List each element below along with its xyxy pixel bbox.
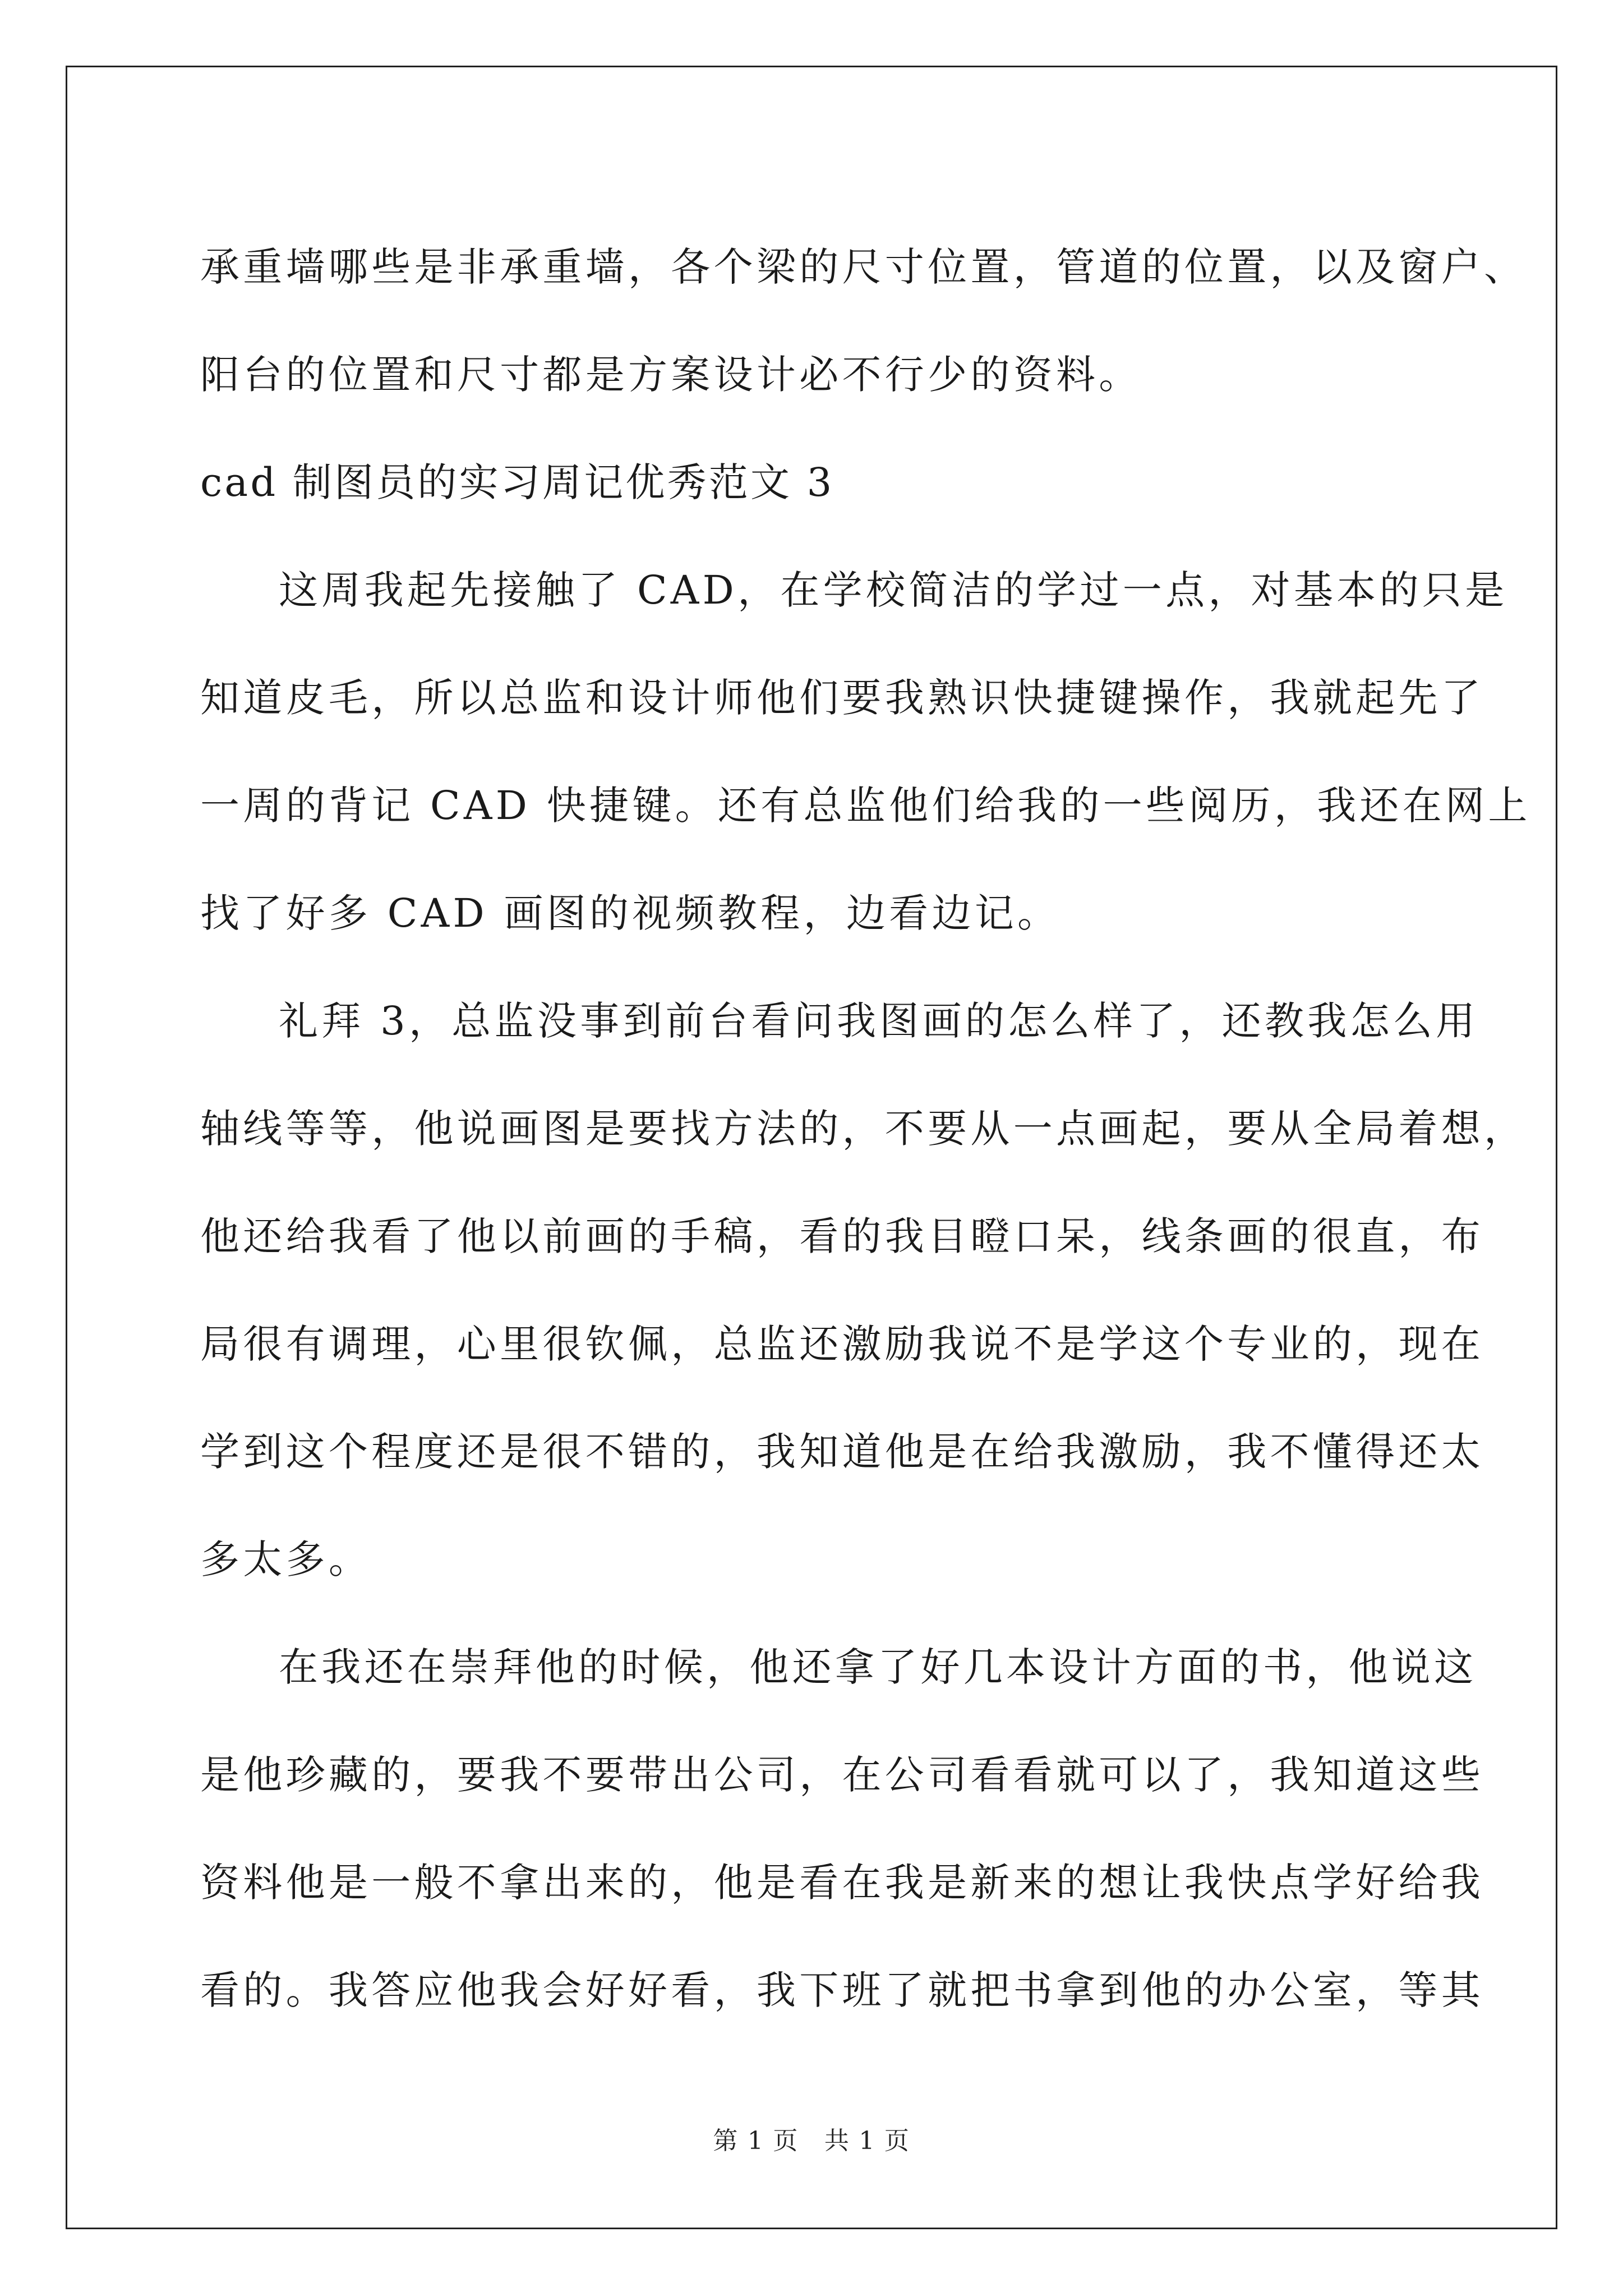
text-line: 是他珍藏的，要我不要带出公司，在公司看看就可以了，我知道这些 [200, 1752, 1484, 1798]
page-footer: 第 1 页 共 1 页 [713, 2127, 910, 2155]
text-line: 承重墙哪些是非承重墙，各个梁的尺寸位置，管道的位置，以及窗户、 [200, 244, 1527, 290]
text-line: 轴线等等，他说画图是要找方法的，不要从一点画起，要从全局着想， [200, 1106, 1527, 1152]
text-line: 看的。我答应他我会好好看，我下班了就把书拿到他的办公室，等其 [200, 1967, 1484, 2013]
text-line: 阳台的位置和尺寸都是方案设计必不行少的资料。 [200, 352, 1142, 398]
text-line: 一周的背记 CAD 快捷键。还有总监他们给我的一些阅历，我还在网上 [200, 783, 1531, 829]
paragraph-start-line: 这周我起先接触了 CAD，在学校简洁的学过一点，对基本的只是 [279, 567, 1508, 613]
text-line: 局很有调理，心里很钦佩，总监还激励我说不是学这个专业的，现在 [200, 1321, 1484, 1367]
text-line: 多太多。 [200, 1536, 372, 1582]
text-line: 他还给我看了他以前画的手稿，看的我目瞪口呆，线条画的很直，布 [200, 1213, 1484, 1259]
paragraph-start-line: 礼拜 3，总监没事到前台看问我图画的怎么样了，还教我怎么用 [279, 998, 1479, 1044]
text-line: 资料他是一般不拿出来的，他是看在我是新来的想让我快点学好给我 [200, 1860, 1484, 1906]
section-heading: cad 制图员的实习周记优秀范文 3 [200, 459, 834, 505]
text-line: 知道皮毛，所以总监和设计师他们要我熟识快捷键操作，我就起先了 [200, 675, 1484, 721]
text-line: 找了好多 CAD 画图的视频教程，边看边记。 [200, 890, 1061, 936]
text-line: 学到这个程度还是很不错的，我知道他是在给我激励，我不懂得还太 [200, 1429, 1484, 1475]
document-body [200, 213, 1531, 2044]
paragraph-start-line: 在我还在崇拜他的时候，他还拿了好几本设计方面的书，他说这 [279, 1644, 1477, 1690]
